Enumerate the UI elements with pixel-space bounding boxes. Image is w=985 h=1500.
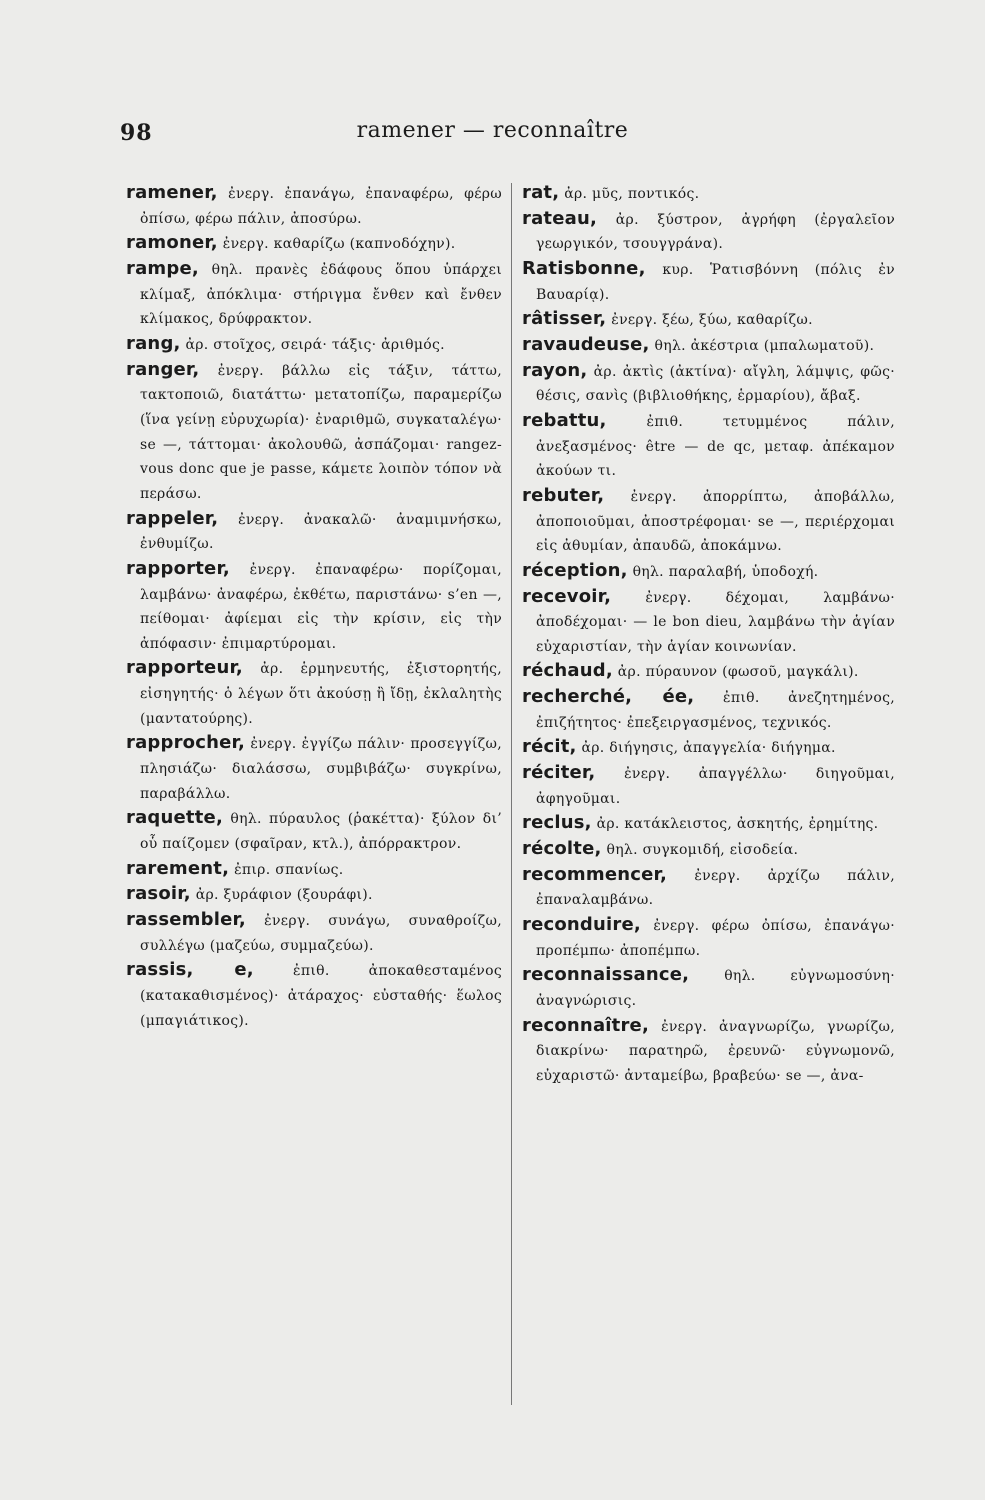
dictionary-entry xyxy=(126,332,502,358)
running-head: ramener — reconnaître xyxy=(356,118,629,143)
dictionary-entry xyxy=(522,863,895,913)
entry-headword: recommencer, xyxy=(522,863,668,885)
entry-definition: ἐνεργ. καθαρίζω (καπνοδόχην). xyxy=(222,236,456,253)
page-number: 98 xyxy=(120,120,153,146)
entry-definition: ἐνεργ. συνάγω, συναθροίζω, συλλέγω (μαζεύω, συμμαζεύω). xyxy=(140,913,502,954)
right-column xyxy=(522,181,895,1089)
entry-definition: ἐνεργ. ἀναγνωρίζω, γνωρίζω, διακρίνω· παρατηρῶ, ἐρευνῶ· εὐγνωμονῶ, εὐχαριστῶ· ἀνταμείβω, βραβεύω· se —, ἀνα- xyxy=(536,1018,895,1084)
entry-definition: θηλ. εὐγνωμοσύνη· ἀναγνώρισις. xyxy=(536,968,895,1009)
entry-definition: θηλ. πύραυλος (ῥακέττα)· ξύλον δι’ οὗ παίζομεν (σφαῖραν, κτλ.), ἀπόρρακτρον. xyxy=(140,811,502,853)
entry-headword: rassembler, xyxy=(126,909,246,931)
entry-definition: ἐπιρ. σπανίως. xyxy=(234,861,344,878)
entry-definition: ἐνεργ. ἐγγίζω πάλιν· προσεγγίζω, πλησιάζω· διαλάσσω, συμβιβάζω· συγκρίνω, παραβάλλω. xyxy=(140,736,502,802)
entry-headword: récit, xyxy=(522,736,577,758)
dictionary-entry xyxy=(126,806,502,856)
column-divider xyxy=(511,183,512,1405)
entry-headword: Ratisbonne, xyxy=(522,257,646,279)
dictionary-entry xyxy=(126,857,502,883)
dictionary-entry xyxy=(522,837,895,863)
entry-headword: rasoir, xyxy=(126,883,191,905)
entry-headword: ravaudeuse, xyxy=(522,333,650,355)
dictionary-entry xyxy=(126,731,502,806)
entry-headword: rayon, xyxy=(522,359,588,381)
dictionary-entry xyxy=(522,761,895,811)
entry-headword: ramener, xyxy=(126,182,218,203)
entry-definition: ἐνεργ. ἀπαγγέλλω· διηγοῦμαι, ἀφηγοῦμαι. xyxy=(536,766,895,807)
dictionary-entry xyxy=(522,585,895,660)
dictionary-entry xyxy=(522,333,895,359)
entry-headword: reconduire, xyxy=(522,914,641,936)
dictionary-entry xyxy=(522,735,895,761)
entry-headword: raquette, xyxy=(126,807,223,829)
dictionary-entry xyxy=(522,559,895,585)
dictionary-entry xyxy=(522,409,895,484)
entry-headword: rampe, xyxy=(126,257,199,279)
dictionary-entry xyxy=(522,1014,895,1089)
dictionary-entry xyxy=(126,358,502,507)
entry-headword: reclus, xyxy=(522,812,592,834)
entry-headword: râtisser, xyxy=(522,308,607,330)
dictionary-entry xyxy=(522,257,895,307)
entry-definition: ἐπιθ. τετυμμένος πάλιν, ἀνεξασμένος· être — de qc, μεταφ. ἀπέκαμον ἀκούων τι. xyxy=(536,413,895,480)
dictionary-entry xyxy=(522,359,895,409)
dictionary-entry xyxy=(126,507,502,557)
entry-definition: ἀρ. στοῖχος, σειρά· τάξις· ἀριθμός. xyxy=(185,336,445,353)
dictionary-entry xyxy=(126,557,502,657)
entry-definition: ἀρ. ἀκτὶς (ἀκτίνα)· αἴγλη, λάμψις, φῶς· θέσις, σανὶς (βιβλιοθήκης, ἑρμαρίου), ἄβαξ. xyxy=(536,363,895,405)
entry-definition: ἐνεργ. δέχομαι, λαμβάνω· ἀποδέχομαι· — le bon dieu, λαμβάνω τὴν ἁγίαν εὐχαριστίαν, τὴν ἁγίαν κοινωνίαν. xyxy=(536,589,895,655)
entry-headword: reconnaissance, xyxy=(522,964,690,986)
entry-definition: ἐνεργ. ἐπαναφέρω· πορίζομαι, λαμβάνω· ἀναφέρω, ἐκθέτω, παριστάνω· s’en —, πείθομαι· ἀφίεμαι εἰς τὴν κρίσιν, εἰς τὴν ἀπόφασιν· ἐπιμαρτύρομαι. xyxy=(140,561,502,652)
dictionary-entry xyxy=(522,685,895,735)
entry-headword: rapporter, xyxy=(126,557,230,579)
entry-headword: rat, xyxy=(522,182,560,203)
dictionary-entry xyxy=(126,908,502,958)
entry-definition: ἀρ. ξύστρον, ἀγρήφη (ἐργαλεῖον γεωργικόν, τσουγγράνα). xyxy=(536,211,895,253)
entry-definition: θηλ. ἀκέστρια (μπαλωματοῦ). xyxy=(654,337,875,354)
entry-definition: ἀρ. μῦς, ποντικός. xyxy=(564,186,700,202)
dictionary-entry xyxy=(522,811,895,837)
entry-definition: θηλ. συγκομιδή, εἰσοδεία. xyxy=(606,842,799,859)
dictionary-entry xyxy=(126,656,502,731)
dictionary-entry xyxy=(126,958,502,1033)
entry-headword: rappeler, xyxy=(126,507,219,529)
left-column xyxy=(126,181,502,1033)
dictionary-entry xyxy=(522,307,895,333)
entry-definition: ἀρ. ἑρμηνευτής, ἐξιστορητής, εἰσηγητής· ὁ λέγων ὅτι ἀκούσῃ ἢ ἴδῃ, ἐκλαλητὴς (μαντατούρης). xyxy=(140,661,502,727)
dictionary-entry xyxy=(522,484,895,559)
entry-headword: rang, xyxy=(126,332,181,354)
entry-definition: ἐνεργ. ξέω, ξύω, καθαρίζω. xyxy=(611,312,813,329)
dictionary-entry xyxy=(522,963,895,1013)
entry-headword: rebattu, xyxy=(522,409,607,431)
entry-headword: rapprocher, xyxy=(126,732,245,754)
dictionary-entry xyxy=(126,181,502,231)
entry-headword: réchaud, xyxy=(522,660,613,682)
entry-headword: reconnaître, xyxy=(522,1014,649,1036)
dictionary-entry xyxy=(126,231,502,257)
entry-headword: rebuter, xyxy=(522,484,605,506)
dictionary-entry xyxy=(522,659,895,685)
dictionary-entry xyxy=(126,882,502,908)
entry-headword: rateau, xyxy=(522,207,598,229)
entry-definition: ἐπιθ. ἀποκαθεσταμένος (κατακαθισμένος)· ἀτάραχος· εὐσταθής· ἕωλος (μπαγιάτικος). xyxy=(140,963,502,1029)
dictionary-entry xyxy=(126,257,502,332)
entry-definition: ἐνεργ. ἀρχίζω πάλιν, ἐπαναλαμβάνω. xyxy=(536,867,895,909)
entry-headword: réception, xyxy=(522,559,628,581)
entry-definition: ἐνεργ. ἀπορρίπτω, ἀποβάλλω, ἀποποιοῦμαι, ἀποστρέφομαι· se —, περιέρχομαι εἰς ἀθυμίαν, ἀπαυδῶ, ἀποκάμνω. xyxy=(536,488,895,555)
entry-headword: rarement, xyxy=(126,857,230,879)
entry-headword: recherché, ée, xyxy=(522,686,695,708)
entry-definition: ἐνεργ. φέρω ὀπίσω, ἐπανάγω· προπέμπω· ἀποπέμπω. xyxy=(536,918,895,959)
entry-definition: ἐνεργ. βάλλω εἰς τάξιν, τάττω, τακτοποιῶ, διατάττω· μετατοπίζω, παραμερίζω (ἵνα γείνῃ εὐρυχωρία)· ἐναριθμῶ, συγκαταλέγω· se —, τάττομαι· ἀκολουθῶ, ἀσπάζομαι· rangez-vous donc que je passe, κάμετε λοιπὸν τόπον νὰ περάσω. xyxy=(140,362,502,502)
entry-definition: ἀρ. διήγησις, ἀπαγγελία· διήγημα. xyxy=(581,740,836,757)
dictionary-entry xyxy=(522,207,895,257)
entry-definition: ἀρ. πύραυνον (φωσοῦ, μαγκάλι). xyxy=(617,664,859,681)
entry-headword: rapporteur, xyxy=(126,657,243,679)
entry-definition: ἐνεργ. ἐπανάγω, ἐπαναφέρω, φέρω ὀπίσω, φέρω πάλιν, ἀποσύρω. xyxy=(140,186,503,227)
entry-definition: θηλ. παραλαβή, ὑποδοχή. xyxy=(632,563,819,580)
entry-definition: θηλ. πρανὲς ἐδάφους ὅπου ὑπάρχει κλίμαξ, ἀπόκλιμα· στήριγμα ἔνθεν καὶ ἔνθεν κλίμακος, δρύφρακτον. xyxy=(140,261,502,328)
dictionary-entry xyxy=(522,913,895,963)
entry-headword: ranger, xyxy=(126,358,200,380)
entry-definition: κυρ. Ῥατισβόννη (πόλις ἐν Βαυαρίᾳ). xyxy=(536,261,895,303)
entry-headword: recevoir, xyxy=(522,585,612,607)
entry-definition: ἐπιθ. ἀνεζητημένος, ἐπιζήτητος· ἐπεξειργασμένος, τεχνικός. xyxy=(536,690,895,731)
entry-headword: ramoner, xyxy=(126,232,218,254)
entry-headword: rassis, e, xyxy=(126,959,254,981)
dictionary-entry xyxy=(522,181,895,207)
entry-definition: ἀρ. κατάκλειστος, ἀσκητής, ἐρημίτης. xyxy=(596,816,879,833)
entry-definition: ἐνεργ. ἀνακαλῶ· ἀναμιμνήσκω, ἐνθυμίζω. xyxy=(140,511,502,553)
entry-headword: récolte, xyxy=(522,838,602,860)
entry-headword: réciter, xyxy=(522,762,596,784)
entry-definition: ἀρ. ξυράφιον (ξουράφι). xyxy=(195,887,373,904)
